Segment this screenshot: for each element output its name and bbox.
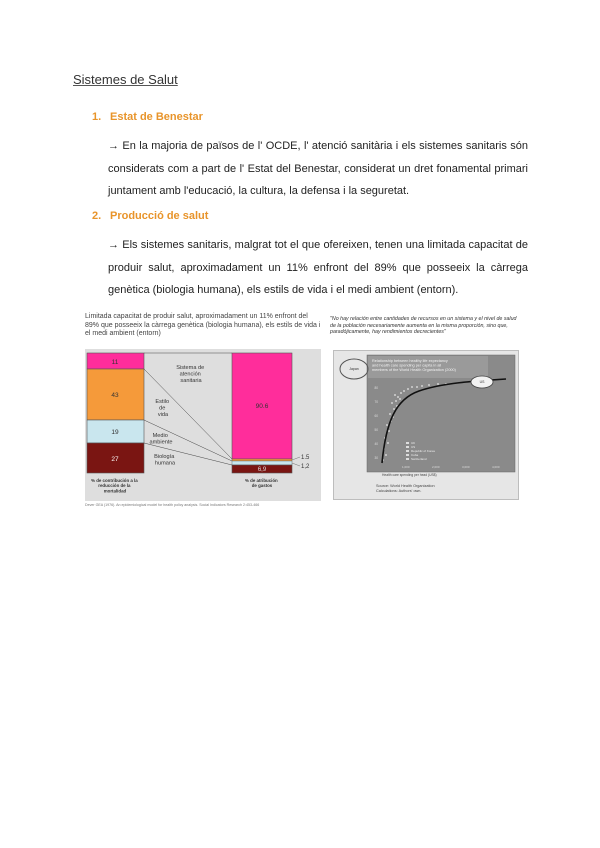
x-tick-4: 4,000 [492,465,500,469]
bar-right-estil [232,459,292,461]
segment-label-sanitaria-l1: Sistema de [176,365,205,371]
bar-left-label-11: 11 [111,359,119,366]
point [403,390,405,392]
segment-label-sanitaria-l2: atención [179,371,201,378]
bar-right-label-1-5: 1.5 [301,455,310,461]
x-tick-1: 1,000 [402,465,410,469]
bar-right-label-90-6: 90.6 [255,403,269,410]
bar-right-label-1-2: 1,2 [301,464,310,470]
section-2-number: 2. [92,210,102,222]
y-tick-50: 50 [374,428,378,432]
section-1-number: 1. [92,111,102,123]
figure-right-caption: "No hay relación entre cantidades de recursos en un sistema y el nivel de salud de la población necesariamente aumenta en la misma proporción, sino que, paradójicamente, hay rendimientos decrecientes" [330,316,517,336]
y-tick-30: 30 [374,456,378,460]
pointer-1-2 [292,463,300,466]
section-2-paragraph: → Els sistemes sanitaris, malgrat tot el que ofereixen, tenen una limitada capacitat de produir salut, aproximadament un 11% enfront del 89% que posseeix la càrrega genètica (biologia humana), els estils de vida i el medi ambient (entorn). [108,239,528,296]
point [388,430,390,432]
segment-label-sanitaria-l3: sanitaria [180,378,202,384]
legend-cuba: Cuba [411,453,419,457]
section-2-title: Producció de salut [110,210,209,222]
category-right-l2: de gastos [251,483,273,489]
category-left-l3: mortalidad [103,488,127,494]
segment-label-estil-l3: vida [157,412,169,418]
bar-left-label-19: 19 [111,429,119,436]
bar-right-label-6-9: 6,9 [257,467,267,473]
segment-label-estil [155,399,170,418]
section-2-heading [92,210,208,222]
chart-source-l1: Source: World Health Organization [376,484,435,488]
legend-korea: Republic of Korea [411,449,435,453]
point [393,408,395,410]
segment-label-medi [149,433,172,446]
bar-left-label-27: 27 [111,456,119,463]
bar-left-label-43: 43 [111,392,119,399]
figure-right-panel [333,350,519,500]
segment-label-medi-l1: Medio [152,433,168,439]
figure-left-panel [85,349,321,501]
legend-switzerland: Switzerland [411,457,427,461]
segment-label-estil-l2: de [159,405,166,412]
point [395,400,397,402]
plot-title-l1: Relationship between healthy life expectancy [372,359,448,363]
x-tick-2: 2,000 [432,465,440,469]
point [416,386,418,388]
legend-swatch-cuba [406,454,409,456]
x-tick-3: 3,000 [462,465,470,469]
legend-swatch-switzerland [406,458,409,460]
legend-swatch-korea [406,450,409,452]
scatter-chart [334,351,518,499]
y-tick-60: 60 [374,414,378,418]
figure-health-contribution [85,313,321,511]
point [385,454,387,456]
plot-title-l2: and health care spending per capita in all [372,363,442,368]
category-left-l2: reducción de la [98,483,131,489]
figure-left-caption: Limitada capacitat de produir salut, aproximadament un 11% enfront del 89% que posseeix la càrrega genètica (biologia humana), els estils de vida i el medi ambient (entorn) [85,313,321,337]
point [397,396,399,398]
point [391,402,393,404]
segment-label-biologia-l1: Biología [154,454,175,460]
point [428,384,430,386]
point [437,383,439,385]
category-left-label [91,478,139,493]
segment-label-biologia [154,454,176,467]
category-right-label [245,478,279,488]
highlight-japan-label: Japan [349,367,359,371]
segment-label-sanitaria [176,365,206,384]
section-1-title: Estat de Benestar [110,111,203,123]
stacked-bar-chart [85,349,321,501]
legend-us: US [411,445,416,449]
pointer-1-5 [292,457,300,460]
legend-swatch-uk [406,442,409,444]
point [394,394,396,396]
point [411,386,413,388]
y-tick-80: 80 [374,386,378,390]
segment-label-estil-l1: Estilo [155,399,170,405]
legend-swatch-us [406,446,409,448]
bar-right-medi [232,461,292,465]
segment-label-biologia-l2: humana [154,460,176,467]
category-left-l1: % de contribución a la [91,478,138,483]
plot-title-l3: members of the World Health Organization (2000) [372,368,456,373]
chart-source-l2: Calculations: Authors' own. [376,488,422,493]
figure-health-spending [330,316,520,512]
point [399,398,401,400]
figure-left-source: Dever GEA (1976). An epidemiological model for health policy analysis. Social Indicators Research 2:453-466 [85,503,260,507]
chart-source [376,484,436,493]
point [400,392,402,394]
point [387,442,389,444]
point [389,413,391,415]
y-tick-40: 40 [374,442,378,446]
category-right-l1: % de atribución [245,478,278,483]
highlight-us-label: US [479,380,485,384]
segment-label-medi-l2: ambiente [149,439,173,446]
legend-uk: UK [411,441,416,445]
section-1-paragraph: → En la majoria de països de l' OCDE, l' atenció sanitària i els sistemes sanitaris són considerats com a part de l' Estat del Benestar, considerat un dret fonamental primari juntament amb l'educació, la cultura, la defensa i la seguretat. [108,140,528,197]
x-axis-label: Health care spending per head (US$) [382,473,437,477]
page-title: Sistemes de Salut [73,72,178,87]
section-1-heading [92,111,203,123]
point [386,424,388,426]
point [407,388,409,390]
point [421,385,423,387]
y-tick-70: 70 [374,400,378,404]
